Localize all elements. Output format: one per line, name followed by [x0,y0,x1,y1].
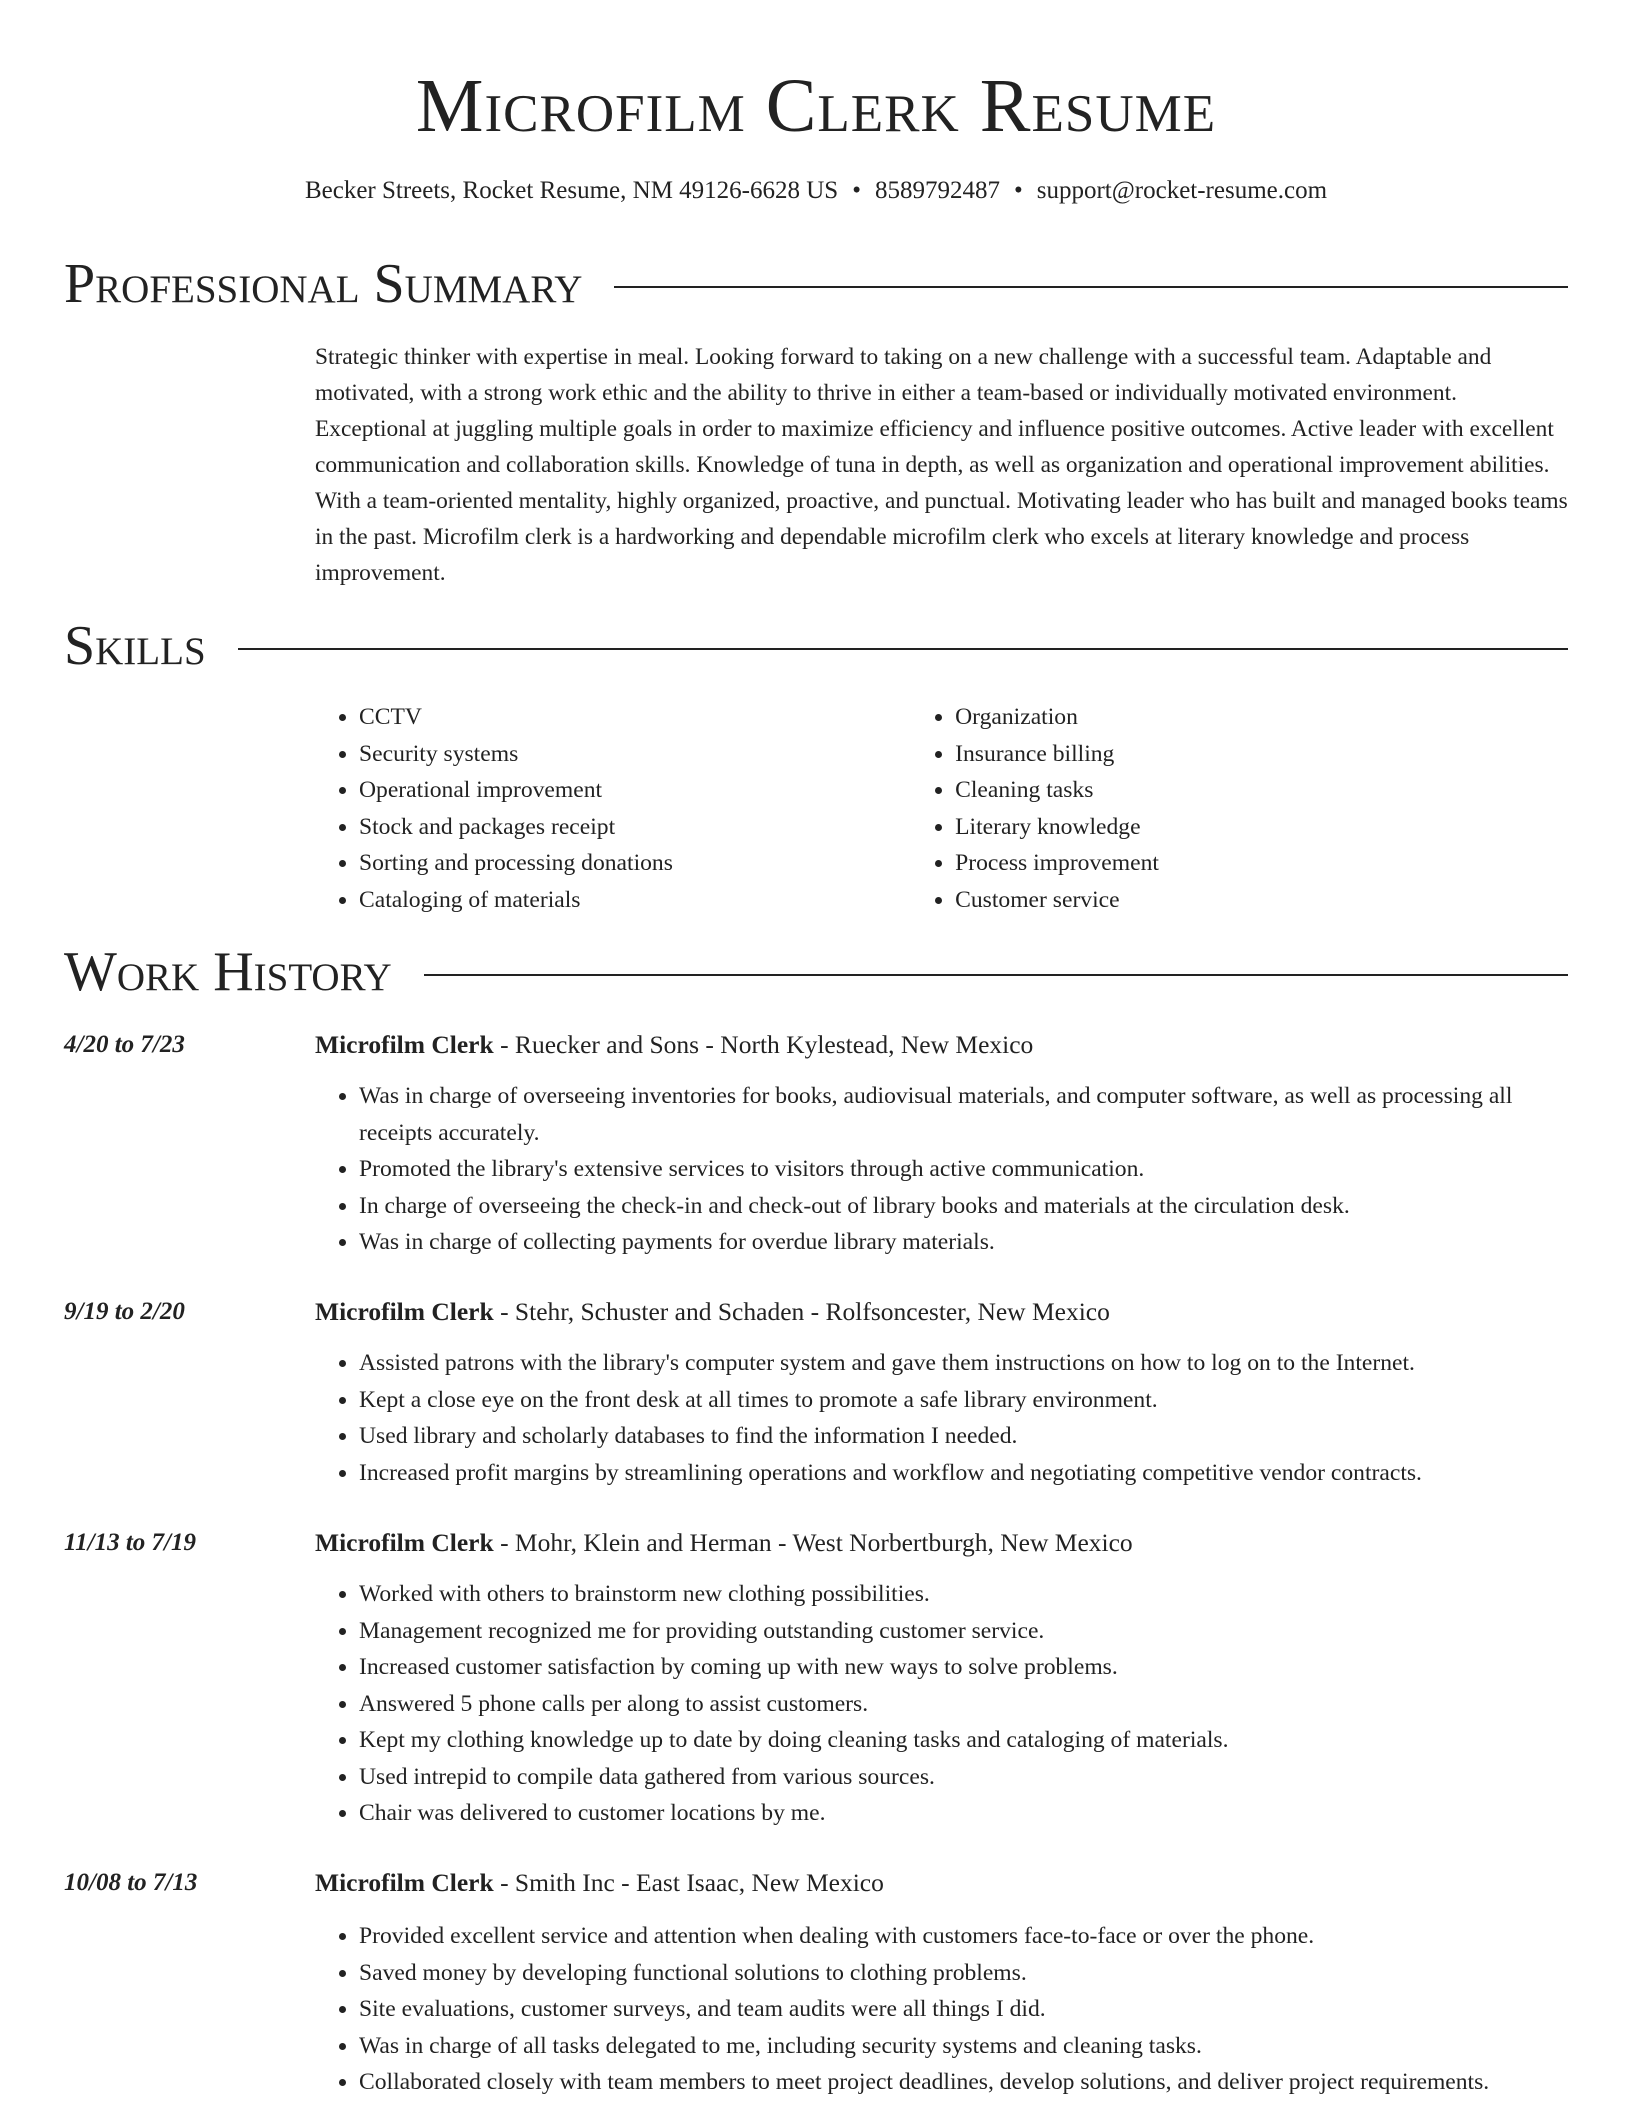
skills-column-left [315,699,911,918]
job-bullet: • Was in charge of all tasks delegated to me, including security systems and cleaning tasks. [359,2028,1568,2065]
job-employer: - Mohr, Klein and Herman - West Norbertburgh, New Mexico [493,1528,1133,1557]
job-dates: 10/08 to 7/13 [64,1869,198,1896]
resume-title: Microfilm Clerk Resume [415,64,1217,148]
skills-section-header [64,611,1568,681]
skills-list [315,699,1568,918]
job-bullet: • Answered 5 phone calls per along to assist customers. [359,1686,1568,1723]
job-bullet: • Assisted patrons with the library's computer system and gave them instructions on how to log on to the Internet. [359,1345,1568,1382]
skill-item: • Stock and packages receipt [359,809,911,846]
skill-item: • Insurance billing [955,736,1568,773]
job-bullet: • Promoted the library's extensive services to visitors through active communication. [359,1151,1568,1188]
job-employer: - Ruecker and Sons - North Kylestead, New Mexico [493,1030,1034,1059]
address-text: Becker Streets, Rocket Resume, NM 49126-6628 US [304,177,839,204]
job-bullet: • Collaborated closely with team members to meet project deadlines, develop solutions, and deliver project requirements. [359,2064,1568,2101]
job-bullet: • Management recognized me for providing outstanding customer service. [359,1613,1568,1650]
job-role: Microfilm Clerk [315,1030,494,1059]
job-title-line [315,1294,1110,1330]
work-heading: Work History [64,941,392,1003]
contact-line [64,173,1568,209]
job-bullet: • Used intrepid to compile data gathered from various sources. [359,1759,1568,1796]
job-bullets [315,1078,1568,1261]
job-bullet: • Increased profit margins by streamlining operations and workflow and negotiating competitive vendor contracts. [359,1455,1568,1492]
job-bullet: • Used library and scholarly databases to find the information I needed. [359,1418,1568,1455]
skill-item: • Sorting and processing donations [359,845,911,882]
job-bullet: • In charge of overseeing the check-in and check-out of library books and materials at the circulation desk. [359,1188,1568,1225]
job-bullet: • Worked with others to brainstorm new clothing possibilities. [359,1576,1568,1613]
job-role: Microfilm Clerk [315,1868,494,1897]
job-bullet: • Site evaluations, customer surveys, and team audits were all things I did. [359,1991,1568,2028]
job-role: Microfilm Clerk [315,1297,494,1326]
job-title-line [315,1027,1033,1063]
job-bullet: • Increased customer satisfaction by coming up with new ways to solve problems. [359,1649,1568,1686]
work-section-header [64,937,1568,1007]
bullet-separator: • [1013,177,1023,204]
job-dates: 9/19 to 2/20 [64,1298,185,1325]
job-title-line [315,1525,1133,1561]
email-text: support@rocket-resume.com [1036,177,1328,204]
skill-item: • CCTV [359,699,911,736]
job-bullet: • Chair was delivered to customer locations by me. [359,1795,1568,1832]
job-bullets [315,1576,1568,1832]
job-dates: 4/20 to 7/23 [64,1031,185,1058]
summary-paragraph: Strategic thinker with expertise in meal. Looking forward to taking on a new challenge with a successful team. Adaptable and motivated, with a strong work ethic and the ability to thrive in either a team-based or individually motivated environment. Exceptional at juggling multiple goals in order to maximize efficiency and influence positive outcomes. Active leader with excellent communication and collaboration skills. Knowledge of tuna in depth, as well as organization and operational improvement abilities. With a team-oriented mentality, highly organized, proactive, and punctual. Motivating leader who has built and managed books teams in the past. Microfilm clerk is a hardworking and dependable microfilm clerk who excels at literary knowledge and process improvement. [315,344,1568,586]
job-bullet: • Kept my clothing knowledge up to date by doing cleaning tasks and cataloging of materials. [359,1722,1568,1759]
bullet-separator: • [852,177,861,204]
job-role: Microfilm Clerk [315,1528,494,1557]
skill-item: • Operational improvement [359,772,911,809]
summary-section-header [64,249,1568,319]
job-bullet: • Provided excellent service and attention when dealing with customers face-to-face or over the phone. [359,1918,1568,1955]
section-divider [614,286,1568,288]
phone-text: 8589792487 [874,177,1000,204]
skill-item: • Organization [955,699,1568,736]
skill-item: • Literary knowledge [955,809,1568,846]
skill-item: • Customer service [955,882,1568,919]
section-divider [424,974,1568,976]
job-title-line [315,1865,884,1901]
job-bullets [315,1918,1568,2101]
skill-item: • Cataloging of materials [359,882,911,919]
skills-heading: Skills [64,615,206,677]
skill-item: • Security systems [359,736,911,773]
job-bullet: • Was in charge of overseeing inventories for books, audiovisual materials, and computer software, as well as processing all receipts accurately. [359,1078,1568,1151]
job-bullet: • Was in charge of collecting payments for overdue library materials. [359,1224,1568,1261]
skill-item: • Cleaning tasks [955,772,1568,809]
job-employer: - Stehr, Schuster and Schaden - Rolfsoncester, New Mexico [493,1297,1110,1326]
section-divider [238,648,1568,650]
job-bullet: • Saved money by developing functional solutions to clothing problems. [359,1955,1568,1992]
job-bullet: • Kept a close eye on the front desk at all times to promote a safe library environment. [359,1382,1568,1419]
skills-column-right [911,699,1568,918]
job-bullets [315,1345,1568,1491]
summary-heading: Professional Summary [64,253,583,315]
job-dates: 11/13 to 7/19 [64,1529,196,1556]
skill-item: • Process improvement [955,845,1568,882]
job-employer: - Smith Inc - East Isaac, New Mexico [493,1868,884,1897]
